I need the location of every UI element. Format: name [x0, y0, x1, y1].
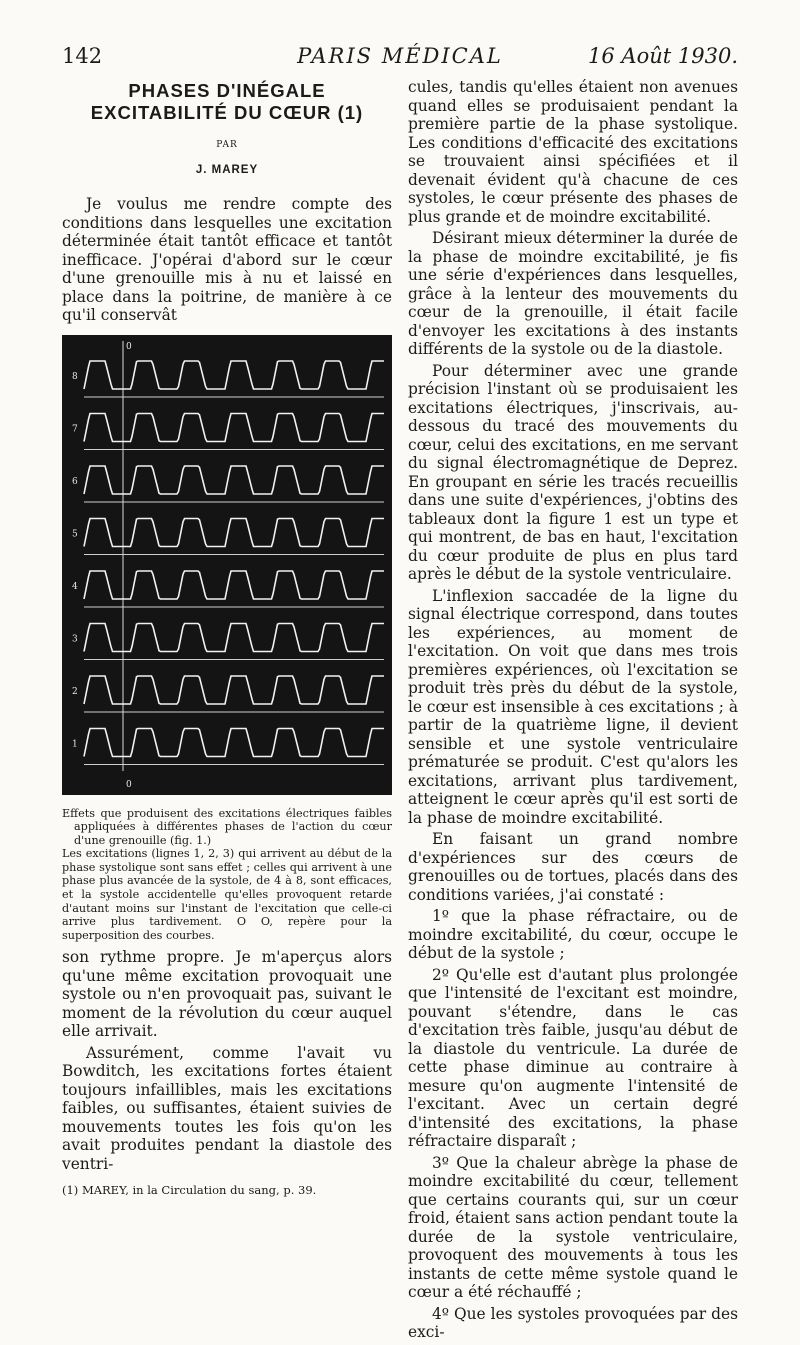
page-number: 142	[62, 44, 103, 68]
paragraph: En faisant un grand nombre d'expériences sur des cœurs de grenouilles ou de tortues, placés dans des conditions variées, j'ai constaté :	[408, 830, 738, 904]
row-label: 1	[72, 739, 78, 749]
figure-background	[62, 335, 392, 795]
footnote: (1) MAREY, in la Circulation du sang, p. 39.	[62, 1183, 317, 1198]
paragraph: Je voulus me rendre compte des conditions dans lesquelles une excitation déterminée était tantôt efficace et tantôt inefficace. J'opérai d'abord sur le cœur d'une grenouille mis à nu et laissé en place dans la poitrine, de manière à ce qu'il conservât	[62, 195, 392, 324]
paragraph: Désirant mieux déterminer la durée de la phase de moindre excitabilité, je fis une série d'expériences dans lesquelles, grâce à la lenteur des mouvements du cœur de la grenouille, il était facile d'envoyer les excitations à des instants différents de la systole ou de la diastole.	[408, 229, 738, 358]
row-label: 5	[72, 529, 78, 539]
axis-label-top: 0	[126, 341, 132, 352]
axis-label-bottom: 0	[126, 779, 132, 790]
article-author: J. MAREY	[195, 163, 259, 176]
paragraph: Assurément, comme l'avait vu Bowditch, les excitations fortes étaient toujours infaillibles, mais les excitations faibles, ou suffisantes, étaient suivies de mouvements toutes les fois qu'on les avait produites pendant la diastole des ventri-	[62, 1043, 392, 1173]
paragraph: 1º que la phase réfractaire, ou de moindre excitabilité, du cœur, occupe le début de la systole ;	[408, 907, 738, 962]
page-header	[62, 44, 738, 72]
figure-caption	[62, 807, 392, 943]
row-label: 3	[72, 634, 78, 644]
article-title: PHASES D'INÉGALE EXCITABILITÉ DU CŒUR (1)	[90, 80, 364, 123]
paragraph: 3º Que la chaleur abrège la phase de moindre excitabilité du cœur, tellement que certains courants qui, sur un cœur froid, étaient sans action pendant toute la durée de la systole ventriculaire, provoquent des mouvements à tous les instants de cette même systole quand le cœur a été réchauffé ;	[408, 1153, 738, 1301]
right-column	[408, 78, 738, 1345]
paragraph: cules, tandis qu'elles étaient non avenues quand elles se produisaient pendant la première partie de la phase systolique. Les conditions d'efficacité des excitations se trouvaient ainsi spécifiées et il devenait évident qu'à chacune de ces systoles, le cœur présente des phases de plus grande et de moindre excitabilité.	[408, 78, 738, 226]
paragraph: 4º Que les systoles provoquées par des exci-	[408, 1304, 738, 1341]
paragraph: 2º Qu'elle est d'autant plus prolongée que l'intensité de l'excitant est moindre, pouvant s'étendre, dans le cas d'excitation très faible, jusqu'au début de la diastole du ventricule. La durée de cette phase diminue au contraire à mesure qu'on augmente l'intensité de l'excitant. Avec un certain degré d'intensité des excitations, la phase réfractaire disparaît ;	[408, 965, 738, 1150]
heart-tracing-figure	[62, 335, 392, 795]
left-column	[62, 78, 392, 1200]
row-label: 4	[72, 581, 78, 592]
paragraph: Pour déterminer avec une grande précision l'instant où se produisaient les excitations électriques, j'inscrivais, au-dessous du tracé des mouvements du cœur, celui des excitations, en me servant du signal électromagnétique de Deprez. En groupant en série les tracés recueillis dans une suite d'expériences, j'obtins des tableaux dont la figure 1 est un type et qui montrent, de bas en haut, l'excitation du cœur produite de plus en plus tard après le début de la systole ventriculaire.	[408, 361, 738, 583]
row-label: 6	[72, 476, 78, 487]
issue-date: 16 Août 1930.	[588, 44, 738, 68]
row-label: 7	[72, 424, 78, 434]
paragraph: son rythme propre. Je m'aperçus alors qu'une même excitation provoquait une systole ou n'en provoquait pas, suivant le moment de la révolution du cœur auquel elle arrivait.	[62, 948, 392, 1041]
row-label: 2	[72, 686, 78, 697]
paragraph: L'inflexion saccadée de la ligne du signal électrique correspond, dans toutes les expériences, au moment de l'excitation. On voit que dans mes trois premières expériences, où l'excitation se produit très près du début de la systole, le cœur est insensible à ces excitations ; à partir de la quatrième ligne, il devient sensible et une systole ventriculaire prématurée se produit. C'est qu'alors les excitations, arrivant plus tardivement, atteignent le cœur après qu'il est sorti de la phase de moindre excitabilité.	[408, 586, 738, 827]
caption-line: Les excitations (lignes 1, 2, 3) qui arrivent au début de la phase systolique sont sans effet ; celles qui arrivent à une phase plus avancée de la systole, de 4 à 8, sont efficaces, et la systole accidentelle qu'elles provoquent retarde d'autant moins sur l'instant de l'excitation que celle-ci arrive plus tardivement. O O, repère pour la superposition des courbes.	[62, 847, 392, 942]
row-label: 8	[72, 371, 78, 382]
journal-title: PARIS MÉDICAL	[297, 44, 503, 68]
tracing-plot	[62, 335, 392, 795]
byline-par: PAR	[216, 140, 238, 150]
caption-line: Effets que produisent des excitations électriques faibles appliquées à différentes phases de l'action du cœur d'une grenouille (fig. 1.)	[62, 806, 392, 847]
